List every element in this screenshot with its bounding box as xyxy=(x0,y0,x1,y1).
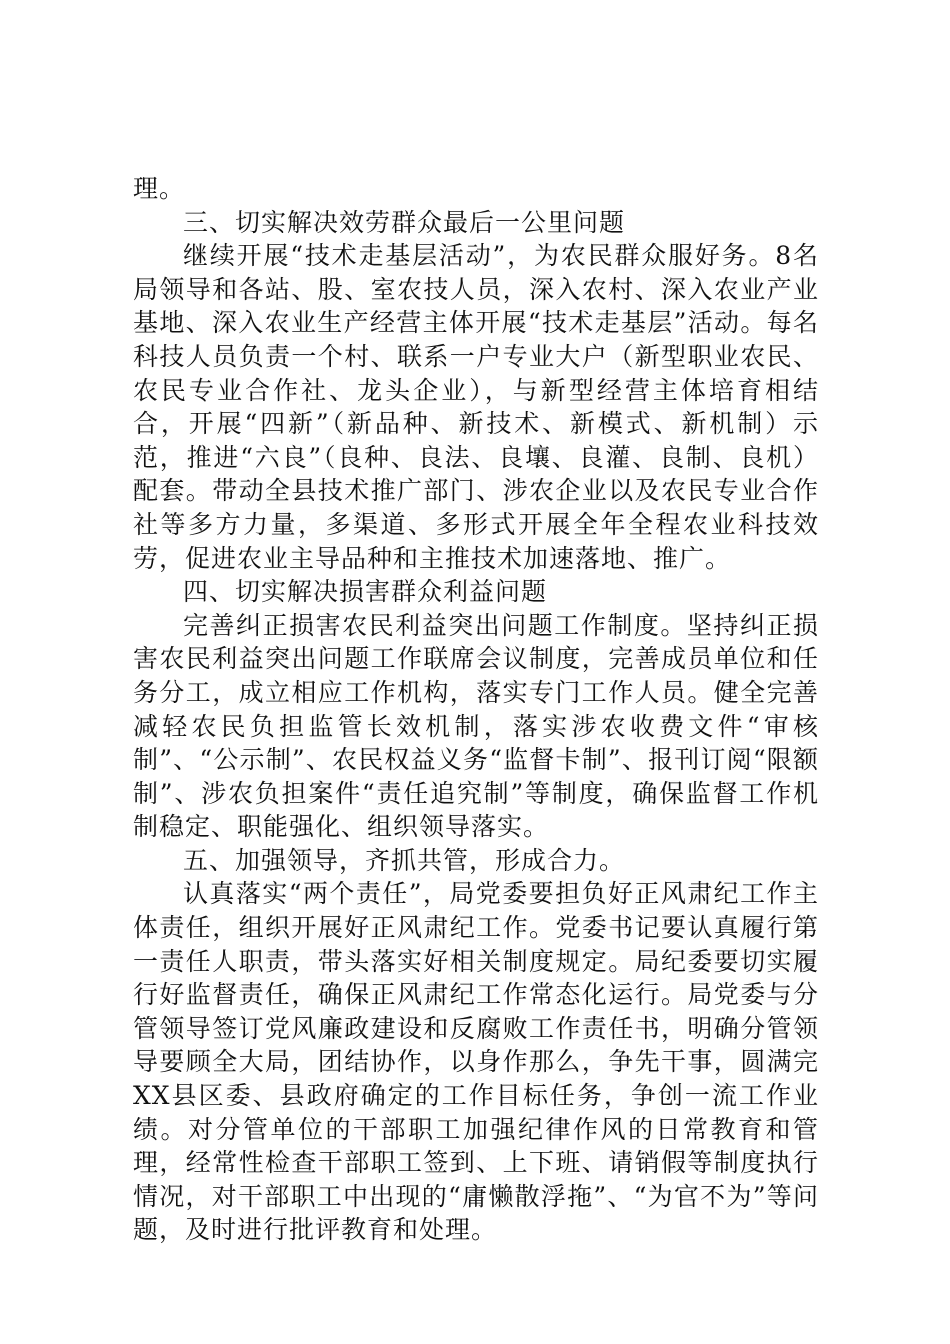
document-page xyxy=(133,172,819,1247)
paragraph-continuation: 理。 xyxy=(133,174,186,203)
section-heading-3: 三、切实解决效劳群众最后一公里问题 xyxy=(183,207,626,237)
paragraph-leadership-responsibility: 认真落实“两个责任”，局党委要担负好正风肃纪工作主体责任，组织开展好正风肃纪工作。党委书记要认真履行第一责任人职责，带头落实好相关制度规定。局纪委要切实履行好监督责任，确保正风肃纪工作常态化运行。局党委与分管领导签订党风廉政建设和反腐败工作责任书，明确分管领导要顾全大局，团结协作，以身作那么，争先干事，圆满完XX县区委、县政府确定的工作目标任务，争创一流工作业绩。对分管单位的干部职工加强纪律作风的日常教育和管理，经常性检查干部职工签到、上下班、请销假等制度执行情况，对干部职工中出现的“庸懒散浮拖”、“为官不为”等问题，及时进行批评教育和处理。 xyxy=(133,879,819,1245)
paragraph-technology-outreach: 继续开展“技术走基层活动”，为农民群众服好务。8名局领导和各站、股、室农技人员，深入农村、深入农业产业基地、深入农业生产经营主体开展“技术走基层”活动。每名科技人员负责一个村、联系一户专业大户（新型职业农民、农民专业合作社、龙头企业），与新型经营主体培育相结合，开展“四新”（新品种、新技术、新模式、新机制）示范，推进“六良”（良种、良法、良壤、良灌、良制、良机）配套。带动全县技术推广部门、涉农企业以及农民专业合作社等多方力量，多渠道、多形式开展全年全程农业科技效劳，促进农业主导品种和主推技术加速落地、推广。 xyxy=(133,241,819,573)
section-heading-5: 五、加强领导，齐抓共管，形成合力。 xyxy=(183,845,626,875)
paragraph-farmer-interests: 完善纠正损害农民利益突出问题工作制度。坚持纠正损害农民利益突出问题工作联席会议制度，完善成员单位和任务分工，成立相应工作机构，落实专门工作人员。健全完善减轻农民负担监管长效机制，落实涉农收费文件“审核制”、“公示制”、农民权益义务“监督卡制”、报刊订阅“限额制”、涉农负担案件“责任追究制”等制度，确保监督工作机制稳定、职能强化、组织领导落实。 xyxy=(133,610,819,842)
section-heading-4: 四、切实解决损害群众利益问题 xyxy=(183,577,548,607)
